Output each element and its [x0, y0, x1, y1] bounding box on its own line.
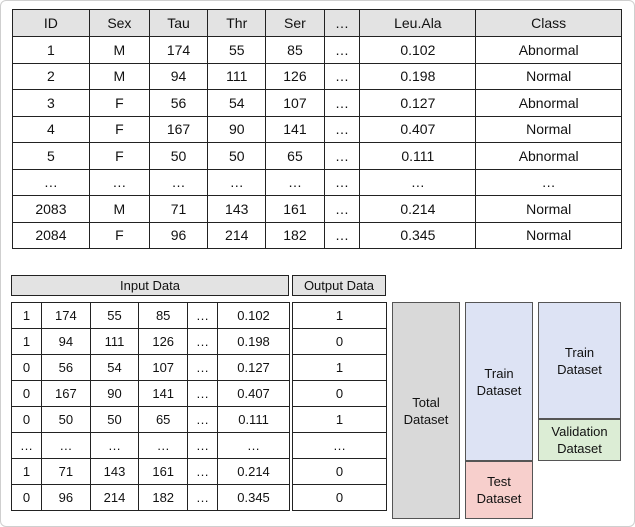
table-cell: 111 [208, 63, 266, 90]
table-cell: 126 [266, 63, 324, 90]
table-cell: 85 [266, 37, 324, 64]
input-cell: … [90, 433, 139, 459]
table-cell: F [89, 222, 149, 249]
table-cell: M [89, 196, 149, 223]
input-cell: 143 [90, 459, 139, 485]
input-cell: 65 [139, 407, 188, 433]
table-cell: Abnormal [476, 37, 622, 64]
input-cell: 1 [12, 459, 42, 485]
input-row [12, 329, 290, 355]
output-cell: … [293, 433, 387, 459]
table-cell: 5 [13, 143, 90, 170]
input-data-header: Input Data [11, 275, 289, 296]
table-cell: 55 [208, 37, 266, 64]
train-dataset-label-line2: Dataset [476, 382, 522, 398]
output-data-header: Output Data [292, 275, 386, 296]
input-cell: … [218, 433, 290, 459]
table-cell: F [89, 116, 149, 143]
input-cell: … [188, 433, 218, 459]
input-cell: 111 [90, 329, 139, 355]
validation-dataset-label-line2: Dataset [557, 441, 602, 456]
table-cell: 0.102 [360, 37, 476, 64]
column-header: … [324, 10, 360, 37]
input-cell: 0 [12, 355, 42, 381]
column-header: ID [13, 10, 90, 37]
table-cell: … [476, 169, 622, 196]
input-row [12, 433, 290, 459]
input-cell: 54 [90, 355, 139, 381]
output-row [293, 459, 387, 485]
output-row [293, 329, 387, 355]
total-dataset-label-line2: Dataset [403, 411, 449, 427]
input-cell: … [188, 459, 218, 485]
input-cell: 107 [139, 355, 188, 381]
column-header: Class [476, 10, 622, 37]
table-cell: 3 [13, 90, 90, 117]
table-row [13, 169, 622, 196]
train-split-label-line1: Train [564, 344, 595, 360]
table-cell: 0.345 [360, 222, 476, 249]
table-cell: 2084 [13, 222, 90, 249]
input-cell: … [139, 433, 188, 459]
table-cell: … [324, 63, 360, 90]
table-cell: 141 [266, 116, 324, 143]
input-cell: … [12, 433, 42, 459]
table-cell: 2 [13, 63, 90, 90]
table-cell: 2083 [13, 196, 90, 223]
input-cell: 174 [42, 303, 91, 329]
input-cell: 0.111 [218, 407, 290, 433]
table-cell: 0.127 [360, 90, 476, 117]
input-cell: 50 [42, 407, 91, 433]
table-cell: 167 [149, 116, 207, 143]
table-cell: … [324, 196, 360, 223]
train-dataset-block [465, 302, 533, 461]
table-row [13, 196, 622, 223]
table-cell: … [89, 169, 149, 196]
input-cell: … [188, 485, 218, 511]
validation-dataset-block [538, 419, 621, 461]
input-cell: … [42, 433, 91, 459]
table-row [13, 143, 622, 170]
test-dataset-label-line1: Test [487, 474, 511, 489]
input-row [12, 407, 290, 433]
table-row [13, 90, 622, 117]
test-dataset-label-line2: Dataset [476, 491, 522, 506]
table-cell: F [89, 143, 149, 170]
input-cell: 0 [12, 381, 42, 407]
input-row [12, 459, 290, 485]
input-cell: … [188, 303, 218, 329]
table-cell: 143 [208, 196, 266, 223]
output-row [293, 355, 387, 381]
table-cell: M [89, 63, 149, 90]
input-cell: 90 [90, 381, 139, 407]
input-cell: … [188, 407, 218, 433]
input-row [12, 485, 290, 511]
table-cell: 0.111 [360, 143, 476, 170]
table-cell: Normal [476, 63, 622, 90]
total-dataset-block [392, 302, 460, 519]
table-cell: Abnormal [476, 143, 622, 170]
table-cell: 96 [149, 222, 207, 249]
table-cell: 65 [266, 143, 324, 170]
input-cell: 0.198 [218, 329, 290, 355]
table-cell: 54 [208, 90, 266, 117]
column-header: Ser [266, 10, 324, 37]
table-cell: … [13, 169, 90, 196]
output-cell: 1 [293, 355, 387, 381]
table-cell: … [324, 37, 360, 64]
output-row [293, 303, 387, 329]
table-cell: 107 [266, 90, 324, 117]
input-cell: … [188, 381, 218, 407]
column-header: Sex [89, 10, 149, 37]
input-cell: 0.127 [218, 355, 290, 381]
input-cell: 50 [90, 407, 139, 433]
input-cell: … [188, 329, 218, 355]
table-cell: 174 [149, 37, 207, 64]
train-split-label-line2: Dataset [557, 361, 602, 377]
validation-dataset-label-line1: Validation [551, 424, 608, 439]
table-cell: F [89, 90, 149, 117]
test-dataset-block [465, 461, 533, 519]
output-cell: 0 [293, 485, 387, 511]
input-cell: … [188, 355, 218, 381]
output-cell: 1 [293, 407, 387, 433]
output-cell: 0 [293, 459, 387, 485]
table-cell: 161 [266, 196, 324, 223]
output-row [293, 433, 387, 459]
table-cell: Normal [476, 222, 622, 249]
table-cell: Abnormal [476, 90, 622, 117]
table-cell: … [324, 169, 360, 196]
input-cell: 214 [90, 485, 139, 511]
table-cell: 4 [13, 116, 90, 143]
input-cell: 0.407 [218, 381, 290, 407]
input-cell: 141 [139, 381, 188, 407]
train-dataset-split-block [538, 302, 621, 419]
output-cell: 0 [293, 381, 387, 407]
table-cell: 94 [149, 63, 207, 90]
input-cell: 56 [42, 355, 91, 381]
column-header: Tau [149, 10, 207, 37]
table-cell: … [324, 90, 360, 117]
column-header: Leu.Ala [360, 10, 476, 37]
input-row [12, 381, 290, 407]
input-cell: 94 [42, 329, 91, 355]
column-header: Thr [208, 10, 266, 37]
output-row [293, 485, 387, 511]
input-cell: 167 [42, 381, 91, 407]
table-cell: 0.214 [360, 196, 476, 223]
input-row [12, 355, 290, 381]
output-data-table [292, 302, 387, 511]
table-row [13, 116, 622, 143]
table-cell: 182 [266, 222, 324, 249]
table-cell: 50 [149, 143, 207, 170]
table-cell: … [266, 169, 324, 196]
input-cell: 0.345 [218, 485, 290, 511]
output-row [293, 407, 387, 433]
raw-data-table [12, 9, 622, 249]
train-dataset-label-line1: Train [484, 365, 514, 381]
input-data-table [11, 302, 290, 511]
input-cell: 0.102 [218, 303, 290, 329]
table-cell: … [324, 222, 360, 249]
input-cell: 96 [42, 485, 91, 511]
table-row [13, 222, 622, 249]
table-cell: … [360, 169, 476, 196]
input-cell: 161 [139, 459, 188, 485]
table-cell: … [149, 169, 207, 196]
input-cell: 0 [12, 485, 42, 511]
table-cell: Normal [476, 116, 622, 143]
table-cell: 71 [149, 196, 207, 223]
input-cell: 0.214 [218, 459, 290, 485]
table-row [13, 37, 622, 64]
raw-data-header-row [13, 10, 622, 37]
table-cell: 0.407 [360, 116, 476, 143]
input-cell: 85 [139, 303, 188, 329]
input-cell: 126 [139, 329, 188, 355]
table-cell: M [89, 37, 149, 64]
table-cell: 214 [208, 222, 266, 249]
output-cell: 1 [293, 303, 387, 329]
table-cell: … [324, 116, 360, 143]
table-cell: Normal [476, 196, 622, 223]
table-cell: … [208, 169, 266, 196]
input-cell: 0 [12, 407, 42, 433]
table-cell: 56 [149, 90, 207, 117]
table-cell: 0.198 [360, 63, 476, 90]
table-row [13, 63, 622, 90]
input-row [12, 303, 290, 329]
input-cell: 71 [42, 459, 91, 485]
total-dataset-label-line1: Total [412, 394, 440, 410]
table-cell: 90 [208, 116, 266, 143]
input-cell: 1 [12, 329, 42, 355]
input-cell: 55 [90, 303, 139, 329]
output-cell: 0 [293, 329, 387, 355]
table-cell: 50 [208, 143, 266, 170]
table-cell: 1 [13, 37, 90, 64]
input-cell: 182 [139, 485, 188, 511]
input-cell: 1 [12, 303, 42, 329]
table-cell: … [324, 143, 360, 170]
output-row [293, 381, 387, 407]
